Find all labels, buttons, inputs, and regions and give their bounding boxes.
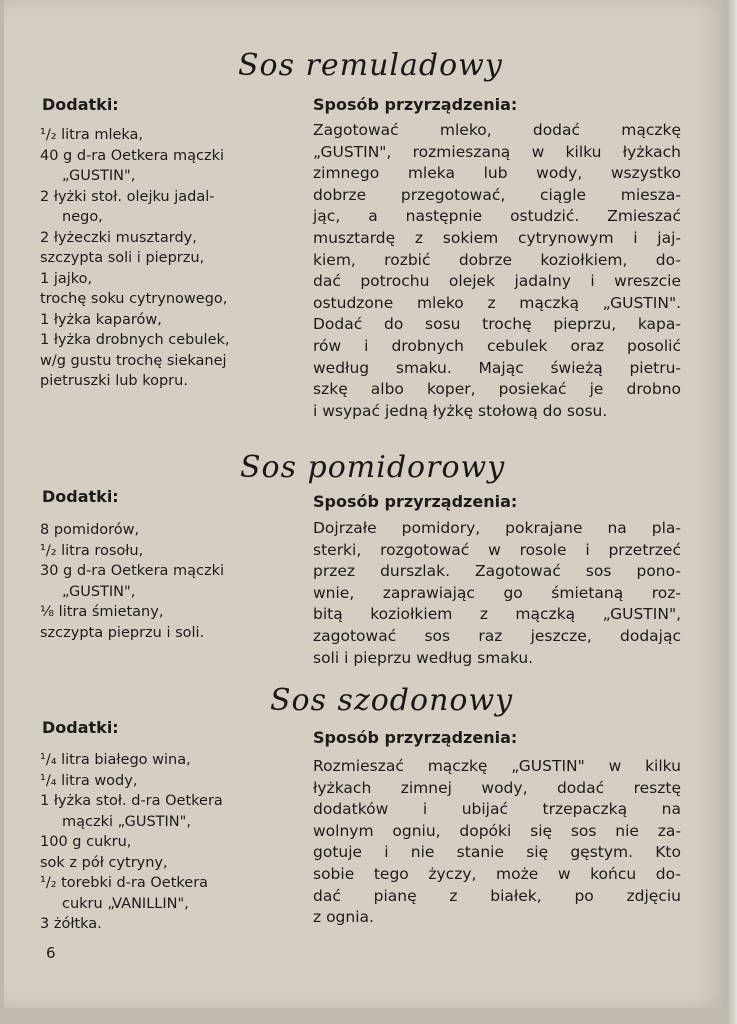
recipe-title: Sos szodonowy — [270, 683, 514, 718]
method-line: dać potrochu olejek jadalny i wreszcie — [313, 272, 681, 291]
ingredient-line: „GUSTIN", — [62, 168, 136, 184]
ingredient-line: 40 g d-ra Oetkera mączki — [40, 147, 225, 164]
method-line: zimnego mleka lub wody, wszystko — [313, 164, 681, 183]
method-line: według smaku. Mając świeżą pietru- — [313, 358, 681, 377]
ingredient-line: 30 g d-ra Oetkera mączki — [40, 563, 225, 579]
ingredient-line: ¹/₂ litra rosołu, — [40, 542, 144, 559]
ingredient-line: cukru „VANILLIN", — [62, 895, 189, 912]
method-line: rów i drobnych cebulek oraz posolić — [313, 336, 681, 355]
ingredients-list — [40, 125, 290, 392]
recipe-title: Sos pomidorowy — [240, 450, 506, 485]
ingredients-heading: Dodatki: — [42, 718, 119, 737]
ingredients-heading: Dodatki: — [42, 487, 119, 506]
method-line: wolnym ogniu, dopóki się sos nie za- — [313, 821, 681, 840]
ingredient-line: mączki „GUSTIN", — [62, 813, 191, 830]
ingredients-list — [40, 750, 290, 935]
method-heading: Sposób przyrządzenia: — [313, 95, 518, 114]
ingredient-line: szczypta pieprzu i soli. — [40, 624, 205, 641]
method-heading: Sposób przyrządzenia: — [313, 492, 518, 511]
ingredient-line: 2 łyżki stoł. olejku jadal- — [40, 188, 215, 205]
method-line: sobie tego życzy, może w końcu do- — [313, 864, 681, 883]
method-line: musztardę z sokiem cytrynowym i jaj- — [313, 228, 681, 247]
method-line: „GUSTIN", rozmieszaną w kilku łyżkach — [313, 142, 681, 161]
ingredient-line: ¹/₄ litra białego wina, — [40, 752, 191, 768]
ingredient-line: ⅛ litra śmietany, — [40, 604, 164, 620]
method-line: bitą koziołkiem z mączką „GUSTIN", — [313, 605, 681, 624]
ingredient-line: 2 łyżeczki musztardy, — [40, 229, 197, 246]
method-line: soli i pieprzu według smaku. — [313, 648, 534, 667]
method-text — [313, 756, 681, 929]
ingredient-line: ¹/₂ litra mleka, — [40, 127, 144, 143]
ingredient-line: 8 pomidorów, — [40, 522, 140, 538]
method-line: z ognia. — [313, 908, 374, 927]
method-line: wnie, zaprawiając go śmietaną roz- — [313, 583, 681, 602]
ingredient-line: 100 g cukru, — [40, 834, 132, 850]
ingredient-line: ¹/₂ torebki d-ra Oetkera — [40, 875, 209, 891]
method-line: dać pianę z białek, po zdjęciu — [313, 886, 681, 905]
method-line: jąc, a następnie ostudzić. Zmieszać — [313, 207, 681, 226]
method-line: sterki, rozgotować w rosole i przetrzeć — [313, 540, 681, 559]
ingredient-line: sok z pół cytryny, — [40, 854, 168, 871]
method-line: łyżkach zimnej wody, dodać resztę — [313, 778, 681, 797]
ingredient-line: „GUSTIN", — [62, 583, 136, 600]
method-text — [313, 120, 681, 422]
method-line: ostudzone mleko z mączką „GUSTIN". — [313, 293, 681, 312]
method-line: Zagotować mleko, dodać mączkę — [313, 121, 681, 139]
ingredient-line: 3 żółtka. — [40, 916, 102, 932]
page-edge — [727, 0, 737, 1024]
method-line: szkę albo koper, posiekać je drobno — [313, 380, 681, 399]
ingredient-line: ¹/₄ litra wody, — [40, 772, 138, 789]
method-line: gotuje i nie stanie się gęstym. Kto — [313, 843, 681, 862]
method-line: Dodać do sosu trochę pieprzu, kapa- — [313, 315, 681, 334]
ingredient-line: trochę soku cytrynowego, — [40, 291, 228, 307]
ingredient-line: 1 jajko, — [40, 270, 93, 287]
method-line: dobrze przegotować, ciągle miesza- — [313, 185, 681, 204]
method-line: kiem, rozbić dobrze koziołkiem, do- — [313, 250, 681, 269]
ingredient-line: 1 łyżka kaparów, — [40, 311, 162, 328]
method-text — [313, 518, 681, 669]
method-line: dodatków i ubijać trzepaczką na — [313, 800, 681, 819]
ingredients-list — [40, 520, 290, 643]
ingredients-heading: Dodatki: — [42, 95, 119, 114]
ingredient-line: nego, — [62, 209, 103, 225]
method-heading: Sposób przyrządzenia: — [313, 728, 518, 747]
method-line: przez durszlak. Zagotować sos pono- — [313, 562, 681, 581]
ingredient-line: 1 łyżka drobnych cebulek, — [40, 332, 230, 348]
method-line: Rozmieszać mączkę „GUSTIN" w kilku — [313, 757, 681, 775]
method-line: zagotować sos raz jeszcze, dodając — [313, 626, 681, 645]
ingredient-line: pietruszki lub kopru. — [40, 373, 188, 389]
ingredient-line: 1 łyżka stoł. d-ra Oetkera — [40, 793, 223, 809]
page-number: 6 — [46, 944, 56, 962]
method-line: i wsypać jedną łyżkę stołową do sosu. — [313, 401, 608, 420]
recipe-title: Sos remuladowy — [238, 48, 503, 83]
ingredient-line: szczypta soli i pieprzu, — [40, 250, 205, 266]
ingredient-line: w/g gustu trochę siekanej — [40, 352, 227, 369]
method-line: Dojrzałe pomidory, pokrajane na pla- — [313, 519, 681, 537]
